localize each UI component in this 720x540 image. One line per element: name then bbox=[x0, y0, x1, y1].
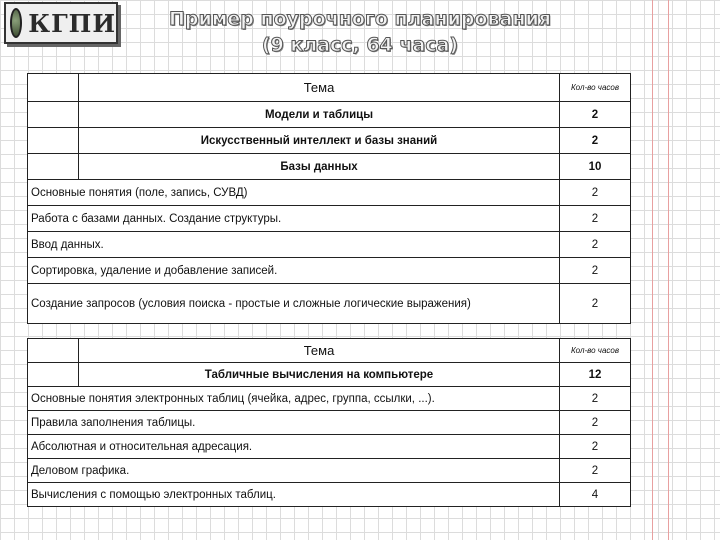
margin-line-left bbox=[652, 0, 653, 540]
hours-cell: 2 bbox=[560, 435, 631, 459]
table-header-row bbox=[28, 74, 631, 102]
logo-emblem-icon bbox=[10, 8, 22, 38]
section-row bbox=[28, 363, 631, 387]
topic-cell: Создание запросов (условия поиска - простые и сложные логические выражения) bbox=[28, 284, 560, 324]
logo-text: КГПИ bbox=[28, 8, 116, 38]
hours-cell: 2 bbox=[560, 387, 631, 411]
topic-cell: Работа с базами данных. Создание структуры. bbox=[28, 206, 560, 232]
spreadsheet-plan-table bbox=[27, 338, 631, 507]
table-row bbox=[28, 232, 631, 258]
topic-cell: Основные понятия (поле, запись, СУВД) bbox=[28, 180, 560, 206]
header-hours: Кол-во часов bbox=[560, 74, 631, 102]
section-row bbox=[28, 128, 631, 154]
topic-cell: Вычисления с помощью электронных таблиц. bbox=[28, 483, 560, 507]
hours-cell: 2 bbox=[560, 284, 631, 324]
hours-cell: 2 bbox=[560, 258, 631, 284]
topic-cell: Абсолютная и относительная адресация. bbox=[28, 435, 560, 459]
hours-cell: 2 bbox=[560, 232, 631, 258]
table-row bbox=[28, 284, 631, 324]
section-name: Искусственный интеллект и базы знаний bbox=[79, 128, 560, 154]
database-plan-table bbox=[27, 73, 631, 324]
header-hours: Кол-во часов bbox=[560, 339, 631, 363]
section-name: Модели и таблицы bbox=[79, 102, 560, 128]
header-blank-cell bbox=[28, 74, 79, 102]
table-row bbox=[28, 459, 631, 483]
table-row bbox=[28, 483, 631, 507]
hours-cell: 2 bbox=[560, 180, 631, 206]
section-row bbox=[28, 102, 631, 128]
section-row bbox=[28, 154, 631, 180]
section-name: Базы данных bbox=[79, 154, 560, 180]
margin-line-right bbox=[668, 0, 669, 540]
title-line-2: (9 класс, 64 часа) bbox=[261, 34, 459, 56]
hours-cell: 4 bbox=[560, 483, 631, 507]
hours-cell: 2 bbox=[560, 459, 631, 483]
topic-cell: Основные понятия электронных таблиц (ячейка, адрес, группа, ссылки, ...). bbox=[28, 387, 560, 411]
topic-cell: Ввод данных. bbox=[28, 232, 560, 258]
table-row bbox=[28, 387, 631, 411]
table-row bbox=[28, 435, 631, 459]
topic-cell: Сортировка, удаление и добавление записей. bbox=[28, 258, 560, 284]
table-header-row bbox=[28, 339, 631, 363]
header-blank-cell bbox=[28, 339, 79, 363]
hours-cell: 2 bbox=[560, 411, 631, 435]
topic-cell: Правила заполнения таблицы. bbox=[28, 411, 560, 435]
section-hours: 10 bbox=[560, 154, 631, 180]
hours-cell: 2 bbox=[560, 206, 631, 232]
section-hours: 12 bbox=[560, 363, 631, 387]
table-row bbox=[28, 206, 631, 232]
section-hours: 2 bbox=[560, 128, 631, 154]
section-name: Табличные вычисления на компьютере bbox=[79, 363, 560, 387]
header-topic: Тема bbox=[79, 74, 560, 102]
page-title bbox=[150, 6, 570, 58]
table-row bbox=[28, 258, 631, 284]
topic-cell: Деловом графика. bbox=[28, 459, 560, 483]
logo bbox=[4, 2, 118, 44]
title-line-1: Пример поурочного планирования bbox=[169, 8, 551, 30]
table-row bbox=[28, 180, 631, 206]
header-topic: Тема bbox=[79, 339, 560, 363]
table-row bbox=[28, 411, 631, 435]
section-hours: 2 bbox=[560, 102, 631, 128]
